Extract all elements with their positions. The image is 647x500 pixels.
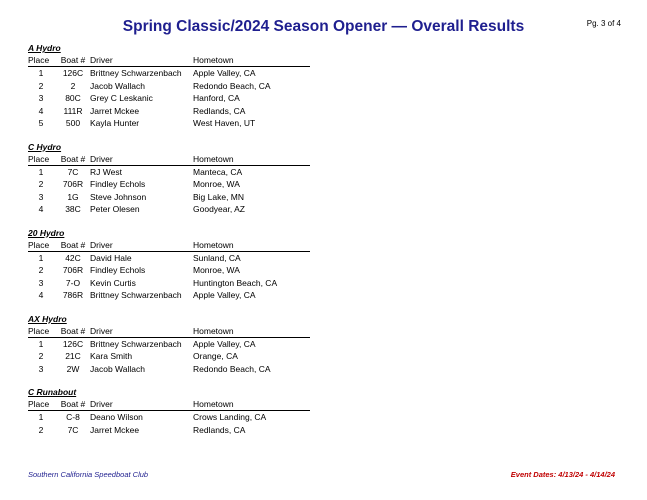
driver-column-header: Driver — [90, 54, 193, 67]
club-name: Southern California Speedboat Club — [28, 470, 149, 479]
results-table — [28, 398, 310, 436]
hometown-cell: Huntington Beach, CA — [193, 277, 278, 288]
table-row — [28, 289, 310, 302]
results-table — [28, 153, 310, 216]
class-section — [28, 387, 348, 436]
boat-number-cell: 500 — [65, 118, 81, 128]
table-row — [28, 350, 310, 363]
place-column-header: Place — [28, 325, 56, 338]
place-cell: 2 — [38, 424, 44, 435]
results-table — [28, 54, 310, 130]
boat-column-header: Boat # — [56, 239, 90, 252]
class-section — [28, 314, 348, 376]
hometown-column-header: Hometown — [193, 325, 310, 338]
place-cell: 3 — [38, 363, 44, 374]
table-row — [28, 191, 310, 204]
class-heading: AX Hydro — [28, 313, 67, 324]
class-section — [28, 228, 348, 302]
table-row — [28, 165, 310, 178]
place-column-header: Place — [28, 54, 56, 67]
table-row — [28, 67, 310, 80]
boat-column-header: Boat # — [56, 153, 90, 166]
hometown-cell: Crows Landing, CA — [193, 412, 267, 422]
place-cell: 4 — [38, 290, 44, 300]
place-column-header: Place — [28, 398, 56, 411]
driver-cell: Jarret Mckee — [90, 105, 140, 116]
table-header-row — [28, 239, 310, 252]
driver-cell: Jacob Wallach — [90, 80, 145, 91]
hometown-cell: Apple Valley, CA — [193, 290, 256, 300]
hometown-cell: Hanford, CA — [193, 93, 240, 103]
boat-number-cell: 21C — [65, 351, 81, 361]
hometown-cell: Redlands, CA — [193, 105, 246, 116]
boat-number-cell: 7C — [67, 424, 79, 435]
place-cell: 5 — [38, 118, 44, 128]
driver-cell: Kara Smith — [90, 351, 133, 361]
place-cell: 3 — [38, 93, 44, 103]
boat-number-cell: 786R — [62, 290, 84, 300]
boat-column-header: Boat # — [56, 54, 90, 67]
driver-cell: Kayla Hunter — [90, 118, 140, 128]
driver-column-header: Driver — [90, 398, 193, 411]
table-header-row — [28, 398, 310, 411]
driver-cell: David Hale — [90, 252, 132, 263]
boat-number-cell: 126C — [62, 338, 84, 349]
table-header-row — [28, 54, 310, 67]
table-row — [28, 178, 310, 191]
driver-cell: Jacob Wallach — [90, 363, 145, 374]
results-table — [28, 325, 310, 376]
class-section — [28, 142, 348, 216]
class-heading: C Hydro — [28, 141, 62, 152]
hometown-column-header: Hometown — [193, 239, 310, 252]
place-cell: 1 — [38, 68, 44, 78]
place-cell: 1 — [38, 412, 44, 422]
boat-number-cell: 2W — [66, 363, 80, 374]
boat-column-header: Boat # — [56, 398, 90, 411]
driver-cell: Brittney Schwarzenbach — [90, 68, 182, 78]
driver-cell: Findley Echols — [90, 179, 146, 189]
table-row — [28, 337, 310, 350]
boat-number-cell: 2 — [70, 80, 76, 91]
table-row — [28, 105, 310, 118]
table-row — [28, 424, 310, 437]
hometown-cell: Monroe, WA — [193, 179, 240, 189]
driver-cell: RJ West — [90, 166, 122, 177]
driver-cell: Jarret Mckee — [90, 424, 140, 435]
table-header-row — [28, 153, 310, 166]
driver-cell: Peter Olesen — [90, 204, 140, 214]
boat-column-header: Boat # — [56, 325, 90, 338]
hometown-cell: Sunland, CA — [193, 252, 241, 263]
hometown-cell: Orange, CA — [193, 351, 238, 361]
place-column-header: Place — [28, 239, 56, 252]
driver-column-header: Driver — [90, 153, 193, 166]
boat-number-cell: 38C — [65, 204, 81, 214]
boat-number-cell: 706R — [62, 179, 84, 189]
hometown-column-header: Hometown — [193, 398, 310, 411]
table-header-row — [28, 325, 310, 338]
hometown-cell: Apple Valley, CA — [193, 338, 256, 349]
driver-cell: Findley Echols — [90, 265, 146, 275]
table-row — [28, 363, 310, 376]
page-number: Pg. 3 of 4 — [586, 19, 621, 28]
boat-number-cell: 7-O — [65, 277, 81, 288]
table-row — [28, 117, 310, 130]
table-row — [28, 411, 310, 424]
boat-number-cell: C-8 — [66, 412, 80, 422]
table-row — [28, 251, 310, 264]
hometown-cell: Redondo Beach, CA — [193, 80, 271, 91]
table-row — [28, 92, 310, 105]
hometown-column-header: Hometown — [193, 54, 310, 67]
place-column-header: Place — [28, 153, 56, 166]
table-row — [28, 277, 310, 290]
hometown-cell: Monroe, WA — [193, 265, 240, 275]
hometown-cell: Apple Valley, CA — [193, 68, 256, 78]
hometown-cell: Manteca, CA — [193, 166, 243, 177]
boat-number-cell: 1G — [67, 191, 79, 202]
table-row — [28, 264, 310, 277]
hometown-cell: Goodyear, AZ — [193, 204, 245, 214]
results-table — [28, 239, 310, 302]
table-row — [28, 80, 310, 93]
boat-number-cell: 111R — [63, 105, 83, 116]
driver-cell: Brittney Schwarzenbach — [90, 290, 182, 300]
place-cell: 1 — [38, 166, 44, 177]
place-cell: 4 — [38, 105, 44, 116]
class-section — [28, 43, 348, 130]
driver-cell: Brittney Schwarzenbach — [90, 338, 182, 349]
class-heading: 20 Hydro — [28, 227, 65, 238]
driver-cell: Steve Johnson — [90, 191, 147, 202]
class-heading: C Runabout — [28, 387, 77, 397]
hometown-cell: Big Lake, MN — [193, 191, 245, 202]
place-cell: 2 — [38, 179, 44, 189]
boat-number-cell: 126C — [62, 68, 84, 78]
hometown-cell: Redondo Beach, CA — [193, 363, 271, 374]
place-cell: 1 — [38, 338, 44, 349]
driver-cell: Kevin Curtis — [90, 277, 136, 288]
table-row — [28, 203, 310, 216]
place-cell: 1 — [38, 252, 44, 263]
event-dates: Event Dates: 4/13/24 - 4/14/24 — [510, 470, 615, 479]
boat-number-cell: 42C — [65, 252, 81, 263]
place-cell: 3 — [38, 277, 44, 288]
class-heading: A Hydro — [28, 43, 61, 53]
place-cell: 2 — [38, 80, 44, 91]
boat-number-cell: 80C — [65, 93, 81, 103]
hometown-column-header: Hometown — [193, 153, 310, 166]
hometown-cell: Redlands, CA — [193, 424, 246, 435]
driver-cell: Deano Wilson — [90, 412, 143, 422]
boat-number-cell: 7C — [67, 166, 79, 177]
place-cell: 2 — [38, 265, 44, 275]
driver-cell: Grey C Leskanic — [90, 93, 153, 103]
hometown-cell: West Haven, UT — [193, 118, 256, 128]
driver-column-header: Driver — [90, 239, 193, 252]
driver-column-header: Driver — [90, 325, 193, 338]
boat-number-cell: 706R — [62, 265, 84, 275]
place-cell: 2 — [38, 351, 44, 361]
results-sections — [28, 43, 348, 448]
place-cell: 3 — [38, 191, 44, 202]
place-cell: 4 — [38, 204, 44, 214]
page-title: Spring Classic/2024 Season Opener — Overall Results — [122, 18, 525, 35]
